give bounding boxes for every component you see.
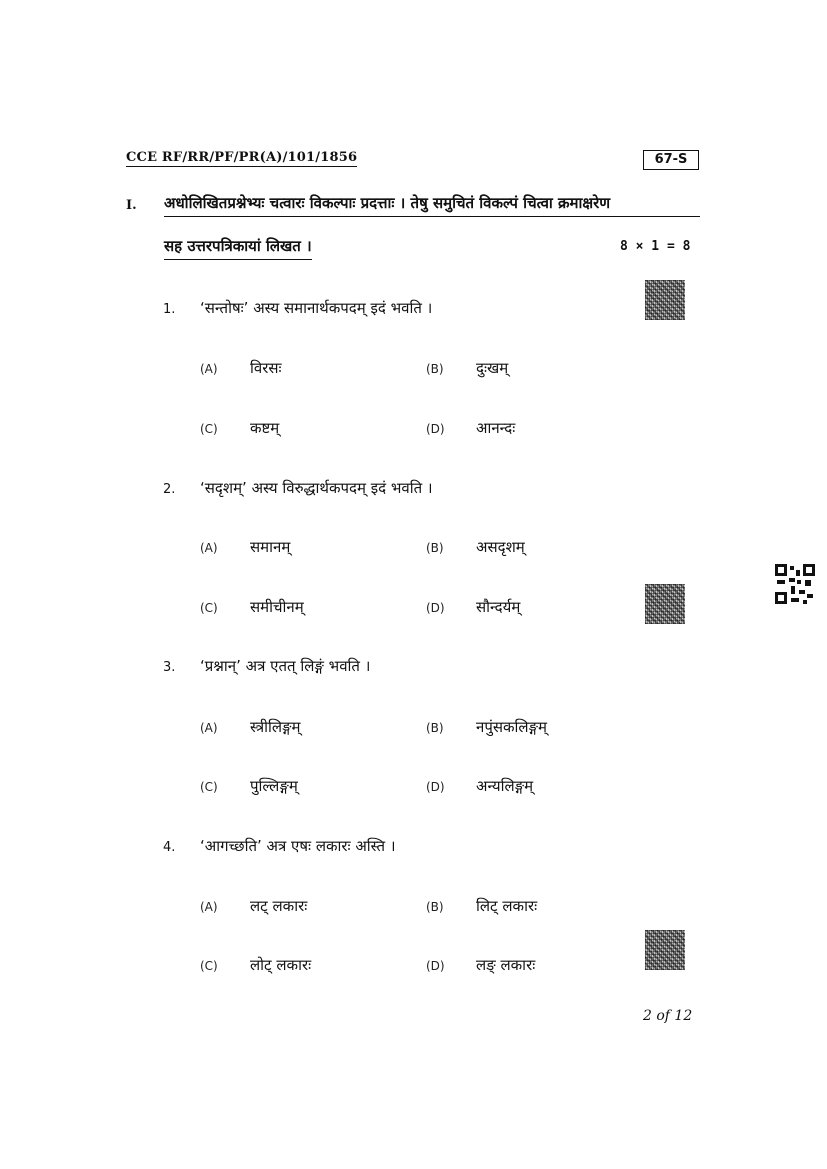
- question-text: ‘प्रश्नान्’ अत्र एतत् लिङ्गं भवति ।: [200, 657, 371, 675]
- option-text: लट् लकारः: [250, 897, 308, 915]
- marks-allocation: 8 × 1 = 8: [620, 239, 691, 254]
- question-text: ‘सदृशम्’ अस्य विरुद्धार्थकपदम् इदं भवति ।: [200, 479, 433, 497]
- option-label: (B): [426, 541, 444, 555]
- question-number: 4.: [163, 840, 176, 855]
- option-label: (A): [200, 900, 218, 914]
- exam-code: CCE RF/RR/PF/PR(A)/101/1856: [126, 150, 358, 165]
- section-instruction-line2: सह उत्तरपत्रिकायां लिखत ।: [164, 236, 312, 260]
- paper-id-box: 67-S: [643, 150, 699, 170]
- option-label: (A): [200, 721, 218, 735]
- option-text: समीचीनम्: [250, 598, 304, 616]
- option-label: (C): [200, 959, 218, 973]
- question-number: 3.: [163, 660, 176, 675]
- option-label: (B): [426, 362, 444, 376]
- option-text: नपुंसकलिङ्गम्: [476, 718, 548, 736]
- option-label: (D): [426, 422, 445, 436]
- security-pattern-image: [645, 280, 685, 320]
- question-text: ‘आगच्छति’ अत्र एषः लकारः अस्ति ।: [200, 837, 396, 855]
- option-label: (B): [426, 721, 444, 735]
- option-text: लङ् लकारः: [476, 956, 536, 974]
- option-text: समानम्: [250, 538, 291, 556]
- question-number: 1.: [163, 302, 176, 317]
- option-text: सौन्दर्यम्: [476, 598, 521, 616]
- option-text: पुल्लिङ्गम्: [250, 777, 298, 795]
- option-label: (C): [200, 780, 218, 794]
- option-text: अन्यलिङ्गम्: [476, 777, 534, 795]
- security-pattern-image: [645, 930, 685, 970]
- option-text: असदृशम्: [476, 538, 525, 556]
- option-text: लोट् लकारः: [250, 956, 312, 974]
- option-text: स्त्रीलिङ्गम्: [250, 718, 301, 736]
- option-text: कष्टम्: [250, 419, 280, 437]
- section-instruction-line1: अधोलिखितप्रश्नेभ्यः चत्वारः विकल्पाः प्रदत्ताः । तेषु समुचितं विकल्पं चित्वा क्रमाक्षरेण: [164, 193, 700, 217]
- option-text: लिट् लकारः: [476, 897, 538, 915]
- question-number: 2.: [163, 482, 176, 497]
- option-label: (A): [200, 541, 218, 555]
- qr-code-icon: [775, 564, 815, 604]
- option-text: विरसः: [250, 359, 282, 377]
- option-text: दुःखम्: [476, 359, 509, 377]
- option-label: (C): [200, 601, 218, 615]
- section-number: I.: [126, 198, 137, 213]
- option-label: (D): [426, 780, 445, 794]
- option-text: आनन्दः: [476, 419, 516, 437]
- option-label: (A): [200, 362, 218, 376]
- option-label: (D): [426, 601, 445, 615]
- page-number: 2 of 12: [643, 1008, 693, 1024]
- option-label: (B): [426, 900, 444, 914]
- option-label: (C): [200, 422, 218, 436]
- question-text: ‘सन्तोषः’ अस्य समानार्थकपदम् इदं भवति ।: [200, 299, 433, 317]
- security-pattern-image: [645, 584, 685, 624]
- option-label: (D): [426, 959, 445, 973]
